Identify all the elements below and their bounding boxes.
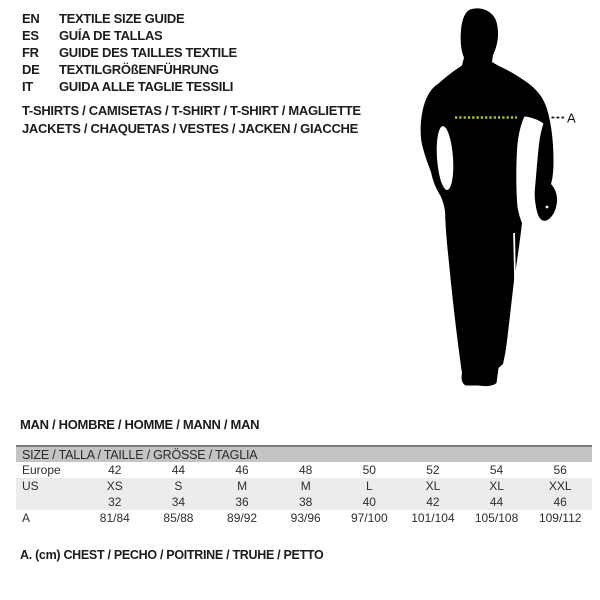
table-cell: XL: [425, 479, 441, 493]
man-silhouette: [421, 8, 557, 386]
table-cell: XS: [106, 479, 123, 493]
language-title: TEXTILGRÖßENFÜHRUNG: [59, 62, 219, 77]
table-cell: 44: [171, 463, 186, 477]
table-row-us-numeric: [16, 494, 592, 510]
table-cell: 32: [108, 495, 122, 509]
table-cell: 101/104: [411, 511, 455, 525]
table-cell: XL: [489, 479, 504, 493]
table-cell: 93/96: [290, 511, 321, 525]
measure-label-a: A: [567, 110, 576, 126]
table-cell: M: [237, 479, 248, 493]
table-cell: 81/84: [99, 511, 130, 525]
row-label: [16, 494, 83, 510]
language-row-it: [22, 78, 237, 95]
silhouette-svg: [400, 0, 600, 400]
thumb-detail: [546, 206, 549, 209]
table-cell: 85/88: [163, 511, 194, 525]
language-code: FR: [22, 45, 39, 60]
table-cell: M: [300, 479, 311, 493]
table-cell: 97/100: [350, 511, 388, 525]
table-cell: 42: [108, 463, 122, 477]
language-row-fr: [22, 44, 237, 61]
table-cell: 36: [235, 495, 249, 509]
size-table-header: SIZE / TALLA / TAILLE / GRÖSSE / TAGLIA: [16, 446, 592, 462]
language-code: DE: [22, 62, 40, 77]
row-label: Europe: [22, 463, 61, 477]
table-cell: S: [174, 479, 183, 493]
size-table: [16, 445, 592, 526]
row-label: US: [22, 479, 39, 493]
size-table-header-row: [16, 446, 592, 462]
language-title: TEXTILE SIZE GUIDE: [59, 11, 185, 26]
table-cell: 34: [171, 495, 186, 509]
tshirts-line: T-SHIRTS / CAMISETAS / T-SHIRT / T-SHIRT / MAGLIETTE: [22, 103, 361, 118]
garment-type-lines: [22, 102, 361, 138]
chest-measure-footnote: A. (cm) CHEST / PECHO / POITRINE / TRUHE / PETTO: [20, 548, 324, 562]
language-title: GUÍA DE TALLAS: [59, 28, 163, 43]
table-cell: 50: [362, 463, 376, 477]
table-row-europe: [16, 462, 592, 478]
table-cell: 40: [362, 495, 376, 509]
table-row-us: [16, 478, 592, 494]
table-cell: L: [365, 479, 373, 493]
language-title-list: [22, 10, 237, 95]
table-row-chest-a: [16, 510, 592, 526]
table-cell: 54: [489, 463, 504, 477]
row-label: A: [22, 511, 31, 525]
table-cell: 52: [426, 463, 440, 477]
table-cell: 38: [299, 495, 313, 509]
language-title: GUIDA ALLE TAGLIE TESSILI: [59, 79, 234, 94]
table-cell: XXL: [548, 479, 572, 493]
table-cell: 105/108: [474, 511, 519, 525]
table-cell: 42: [426, 495, 440, 509]
language-row-de: [22, 61, 237, 78]
table-cell: 56: [553, 463, 567, 477]
language-row-es: [22, 27, 237, 44]
language-title: GUIDE DES TAILLES TEXTILE: [59, 45, 237, 60]
language-row-en: [22, 10, 237, 27]
language-code: ES: [22, 28, 39, 43]
language-code: IT: [22, 79, 33, 94]
table-cell: 44: [489, 495, 504, 509]
table-cell: 46: [553, 495, 567, 509]
language-code: EN: [22, 11, 40, 26]
jackets-line: JACKETS / CHAQUETAS / VESTES / JACKEN / GIACCHE: [22, 121, 358, 136]
man-section-title: MAN / HOMBRE / HOMME / MANN / MAN: [20, 417, 260, 432]
table-cell: 48: [299, 463, 313, 477]
table-cell: 89/92: [227, 511, 258, 525]
table-cell: 46: [235, 463, 249, 477]
man-silhouette-figure: [400, 0, 600, 400]
table-cell: 109/112: [538, 511, 582, 525]
